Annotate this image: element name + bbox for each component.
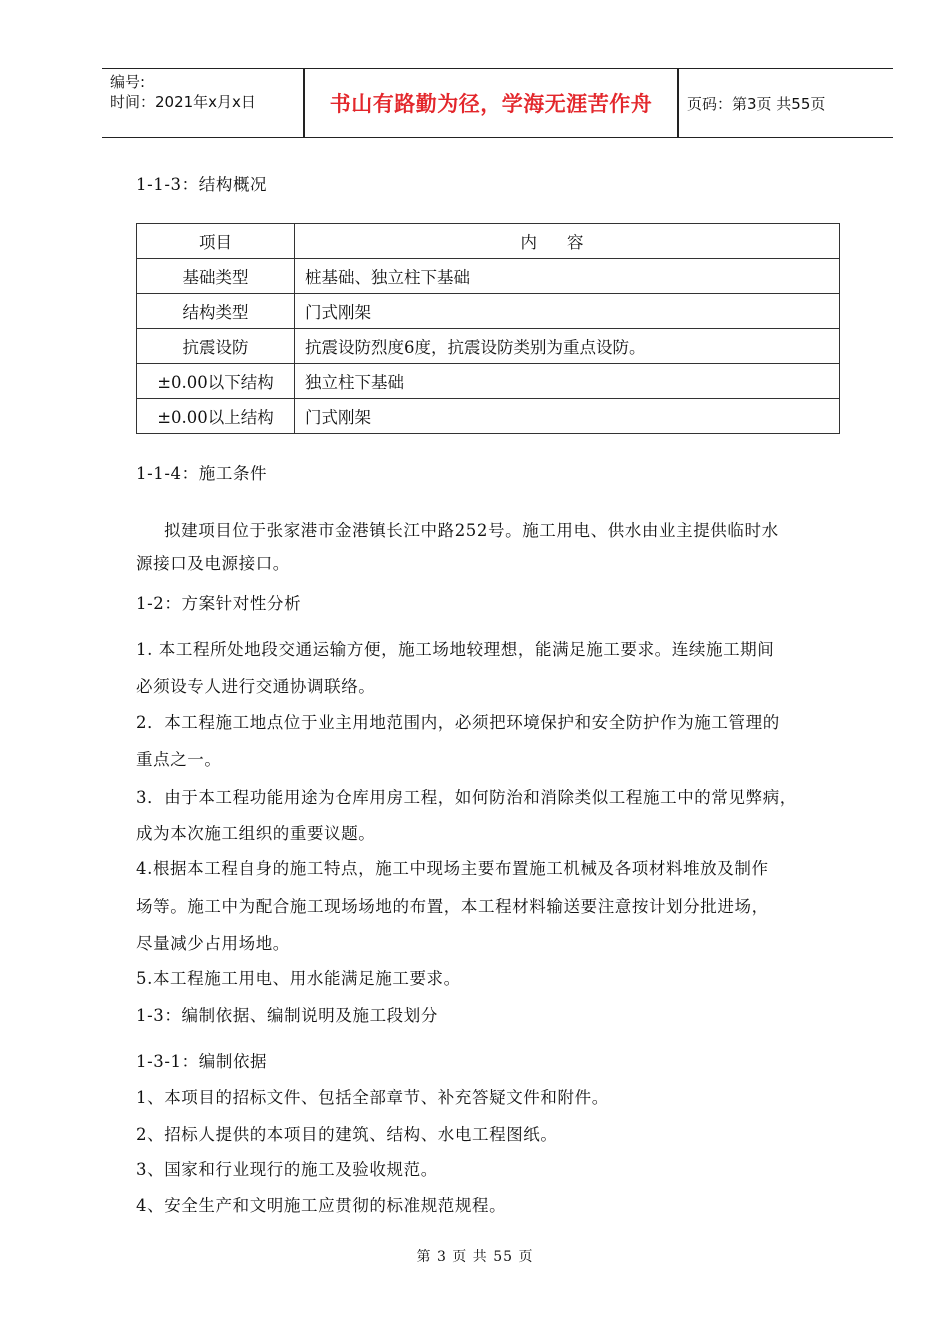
serial-number-label: 编号: — [110, 73, 146, 91]
table-cell: 门式刚架 — [295, 294, 840, 329]
table-row — [137, 329, 840, 364]
table-cell: ±0.00以上结构 — [137, 399, 295, 434]
list-item: 2．本工程施工地点位于业主用地范围内，必须把环境保护和安全防护作为施工管理的 — [136, 713, 780, 732]
list-item: 4、安全生产和文明施工应贯彻的标准规范规程。 — [136, 1196, 507, 1215]
section-heading-1-2: 1-2：方案针对性分析 — [136, 594, 302, 613]
table-cell: 抗震设防 — [137, 329, 295, 364]
list-item: 场等。施工中为配合施工现场场地的布置，本工程材料输送要注意按计划分批进场， — [136, 897, 769, 916]
list-item: 2、招标人提供的本项目的建筑、结构、水电工程图纸。 — [136, 1125, 558, 1144]
paragraph-line: 源接口及电源接口。 — [136, 554, 290, 573]
table-cell: 门式刚架 — [295, 399, 840, 434]
table-cell: 桩基础、独立柱下基础 — [295, 259, 840, 294]
section-heading-1-1-3: 1-1-3：结构概况 — [136, 175, 268, 194]
list-item: 成为本次施工组织的重要议题。 — [136, 824, 376, 843]
list-item: 必须设专人进行交通协调联络。 — [136, 677, 376, 696]
header-motto: 书山有路勤为径，学海无涯苦作舟 — [329, 92, 653, 116]
table-header-row — [137, 224, 840, 259]
table-cell: 独立柱下基础 — [295, 364, 840, 399]
table-row — [137, 259, 840, 294]
section-heading-1-3: 1-3：编制依据、编制说明及施工段划分 — [136, 1006, 438, 1025]
table-row — [137, 364, 840, 399]
list-item: 3．由于本工程功能用途为仓库用房工程，如何防治和消除类似工程施工中的常见弊病， — [136, 788, 797, 807]
page-header — [102, 68, 893, 138]
header-meta — [110, 72, 304, 112]
list-item: 3、国家和行业现行的施工及验收规范。 — [136, 1160, 438, 1179]
list-item: 4.根据本工程自身的施工特点，施工中现场主要布置施工机械及各项材料堆放及制作 — [136, 859, 769, 878]
list-item: 5.本工程施工用电、用水能满足施工要求。 — [136, 969, 461, 988]
section-heading-1-3-1: 1-3-1：编制依据 — [136, 1052, 268, 1071]
table-row — [137, 399, 840, 434]
table-header-cell: 项目 — [137, 224, 295, 259]
table-header-cell: 内容 — [295, 224, 840, 259]
table-cell: ±0.00以下结构 — [137, 364, 295, 399]
section-heading-1-1-4: 1-1-4：施工条件 — [136, 464, 268, 483]
table-row — [137, 294, 840, 329]
page-footer: 第 3 页 共 55 页 — [416, 1249, 534, 1265]
list-item: 尽量减少占用场地。 — [136, 934, 290, 953]
list-item: 1. 本工程所处地段交通运输方便，施工场地较理想，能满足施工要求。连续施工期间 — [136, 640, 775, 659]
table-cell: 抗震设防烈度6度，抗震设防类别为重点设防。 — [295, 329, 840, 364]
header-page-info: 页码：第3页 共55页 — [687, 94, 826, 113]
structure-overview-table — [136, 223, 840, 434]
list-item: 重点之一。 — [136, 750, 222, 769]
table-cell: 结构类型 — [137, 294, 295, 329]
date-label: 时间：2021年x月x日 — [110, 93, 256, 111]
list-item: 1、本项目的招标文件、包括全部章节、补充答疑文件和附件。 — [136, 1088, 609, 1107]
paragraph-line: 拟建项目位于张家港市金港镇长江中路252号。施工用电、供水由业主提供临时水 — [164, 521, 779, 540]
table-cell: 基础类型 — [137, 259, 295, 294]
header-divider — [677, 69, 679, 137]
